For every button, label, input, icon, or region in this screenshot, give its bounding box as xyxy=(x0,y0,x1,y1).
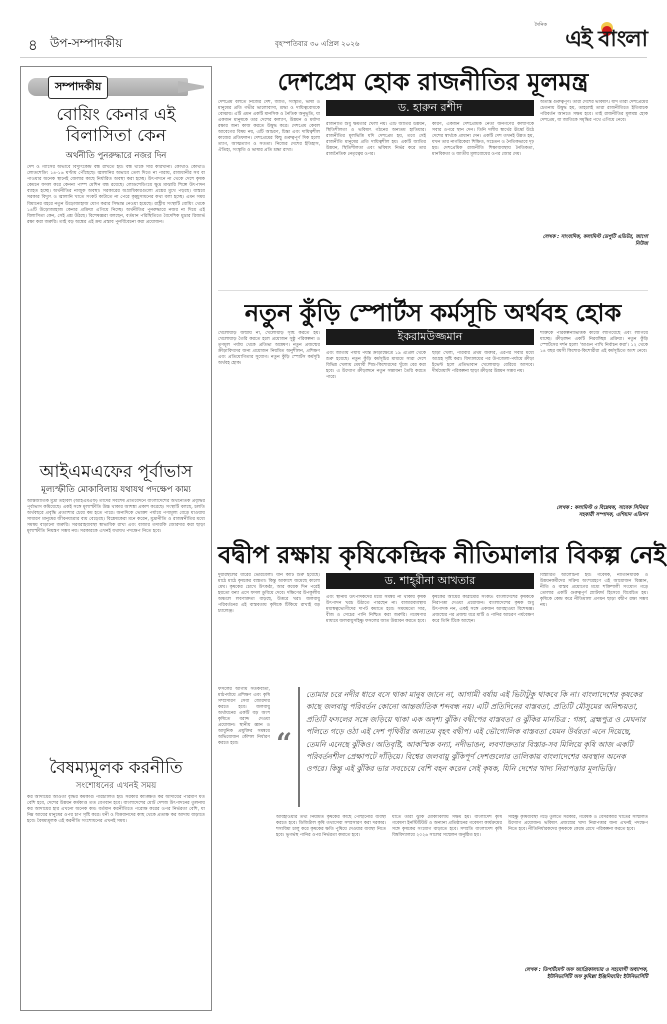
article-column-4: শক্তিকে পরিকল্পনাভিত্তিক কাজে লাগিয়েছে এবং লাগিয়ে যাচ্ছে। ক্রীড়াঙ্গন একটি নিরবচ্ছিন্ন প্রক্রিয়া। নতুন কুঁড়ি স্পোর্টসের দর্শন হলো 'আগুন পাখি নির্বাচন করা'। ১২ থেকে ১৪ বছর বয়সী কিশোর-কিশোরীরা এই কর্মসূচিতে অংশ নেবে। xyxy=(540,331,648,354)
editorial-banner xyxy=(28,75,204,99)
article-column-1: দেশপ্রেম বলতে নিজের দেশ, জাতি, সংস্কৃতি, ভাষা ও মানুষের প্রতি গভীর ভালোবাসা, শ্রদ্ধা ও দায়িত্ববোধকে বোঝায়। এটি এমন একটি মানসিক ও নৈতিক অনুভূতি, যা একজন মানুষকে তার দেশের কল্যাণ, উন্নয়ন ও মর্যাদা রক্ষার জন্য কাজ করতে উদ্বুদ্ধ করে। দেশপ্রেম কেবল আবেগের বিষয় নয়, এটি আচরণ, চিন্তা এবং দায়িত্বশীল কাজের প্রতিফলন। দেশপ্রেমের কিছু গুরুত্বপূর্ণ দিক হলো ত্যাগ, আত্মত্যাগ ও সততা। নিজের দেশের ইতিহাস, ঐতিহ্য, সংস্কৃতি ও ভাষার প্রতি শ্রদ্ধা রাখা। xyxy=(218,100,320,153)
quote-divider xyxy=(298,687,300,807)
article-column-3: কৃষকের আয়ের কাঠামোর সংকট। বাংলাদেশের কৃষককে নিরাপত্তা দেওয়া প্রয়োজন। বাংলাদেশের কৃষক শুধু উৎপাদক নন, একই সঙ্গে একজন আবহাওয়া বিশেষজ্ঞ। প্রজন্মের পর প্রজন্ম ধরে মাটি ও পানির আচরণ পর্যবেক্ষণ করে তিনি টিকে আছেন। xyxy=(432,595,534,624)
page-number: ৪ xyxy=(28,36,38,54)
author-name: ড. হারুন রশীদ xyxy=(326,100,534,116)
editorial-body-2: আন্তর্জাতিক মুদ্রা তহবিল (আইএমএফ) তাদের সর্বশেষ প্রতিবেদনে বাংলাদেশের অর্থনৈতিক প্রবৃদ্ধির পূর্বাভাস কমিয়েছে। একই সঙ্গে মূল্যস্ফীতি উচ্চ থাকার আশঙ্কা প্রকাশ করেছে। সংস্থাটি বলছে, চলতি অর্থবছরে প্রবৃদ্ধি প্রত্যাশার চেয়ে কম হতে পারে। অন্যদিকে ভোক্তা পর্যায়ে পণ্যমূল্য বেড়ে যাওয়ায় সাধারণ মানুষের জীবনযাত্রার ব্যয় বেড়েছে। বিশ্লেষকেরা মনে করেন, মুদ্রানীতি ও রাজস্বনীতির মধ্যে সমন্বয় বাড়ানো জরুরি। সরবরাহব্যবস্থা স্বাভাবিক রাখা এবং বাজার তদারকি জোরদার করা ছাড়া মূল্যস্ফীতি নিয়ন্ত্রণ সম্ভব নয়। সরকারকে এখনই যথাযথ পদক্ষেপ নিতে হবে। xyxy=(27,499,205,535)
pull-quote-text: তোমার চরে নদীর ধারে বসে থাকা মানুষ জানে না, আগামী বর্ষায় এই ভিটাটুকু থাকবে কি না। বাংলাদেশের কৃষকের কাছে জলবায়ু পরিবর্তন কোনো আন্তর্জাতিক শব্দবন্ধ নয়। এটি প্রতিদিনের বাস্তবতা, প্রতিটি মৌসুমের অনিশ্চয়তা, প্রতিটি ফসলের সঙ্গে জড়িয়ে থাকা এক অদৃশ্য ঝুঁকি। বদ্বীপের বাস্তবতা ও ঝুঁকির মানচিত্র : গঙ্গা, ব্রহ্মপুত্র ও মেঘনার পলিতে গড়ে ওঠা এই দেশ পৃথিবীর অন্যতম বৃহৎ বদ্বীপ। এই ভৌগোলিক বাস্তবতা যেমন উর্বরতা এনে দিয়েছে, তেমনি এনেছে ঝুঁকিও। অতিবৃষ্টি, আকস্মিক বন্যা, নদীভাঙন, লবণাক্ততার বিস্তার-সব মিলিয়ে কৃষি আজ একটি পরিবর্তনশীল প্রেক্ষাপটে দাঁড়িয়ে। বিশ্বের জলবায়ু ঝুঁকিপূর্ণ দেশগুলোর তালিকায় বাংলাদেশের অবস্থান অনেক ওপরে। কিন্তু এই ঝুঁকির ভার সবচেয়ে বেশি বহন করেন সেই কৃষক, যিনি দেশের খাদ্য নিরাপত্তার মূলভিত্তি। xyxy=(306,690,646,774)
newspaper-logo: এই বাংলা xyxy=(565,27,647,52)
article-delta-agriculture xyxy=(218,537,666,1007)
editorial-subtitle-3: সংশোধনের এখনই সময় xyxy=(75,781,157,791)
article-column-4: বিস্তারিত আলোচনা হয়। গবেষক, নীতিনির্ধারক ও উন্নয়নকর্মীদের সক্রিয় অংশগ্রহণে এই আয়োজন বিজ্ঞান, নীতি ও বাস্তব প্রয়োগের মধ্যে শক্তিশালী সংযোগ গড়ে তোলার একটি গুরুত্বপূর্ণ প্ল্যাটফর্ম হিসেবে বিবেচিত হয়। কৃষিকে কেন্দ্র করে নীতিমালা প্রণয়ন ছাড়া বদ্বীপ রক্ষা সম্ভব নয়। xyxy=(540,573,648,608)
editorial-title-3: বৈষম্যমূলক করনীতি xyxy=(49,758,183,778)
article-column-2: রাজনীতি শুধু ক্ষমতার খেলা নয়। এটি জাতির উন্নয়ন, স্থিতিশীলতা ও ভবিষ্যৎ গঠনের অন্যতম হাতিয়ার। রাজনীতির মূলভিত্তি যদি দেশপ্রেম হয়, তবে সেই রাজনীতি মানুষের প্রতি দায়িত্বশীল হয়। একটি জাতির উন্নয়ন, স্থিতিশীলতা এবং ভবিষ্যৎ নির্ভর করে তার রাজনৈতিক নেতৃত্বের ওপর। xyxy=(326,122,426,157)
article-patriotism xyxy=(218,62,648,262)
pen-nib-icon xyxy=(178,81,204,93)
article-column-3: কারণ, একজন দেশপ্রেমিক নেতা জনগণের কল্যাণকে সবার ওপরে স্থান দেন। তিনি দলীয় স্বার্থের ঊর্ধ্বে উঠে দেশের স্বার্থকে প্রাধান্য দেন। একটি দেশ তখনই উন্নত হয়, যখন তার নাগরিকেরা শিক্ষিত, সচেতন ও নৈতিকভাবে দৃঢ় হয়। দেশপ্রেমিক রাজনীতি শিক্ষাব্যবস্থায় নৈতিকতা, মানবিকতা ও জাতীয় মূল্যবোধের ওপর জোর দেয়। xyxy=(432,122,534,157)
article-column-side: ফসলের আগাম সতর্কবার্তা, মাঠপর্যায়ে প্রশিক্ষণ এবং কৃষি সম্প্রসারণ সেবা জোরদার করতে হবে। জলবায়ু অর্থায়নের একটি বড় অংশ কৃষিতে বরাদ্দ দেওয়া প্রয়োজন। স্থানীয় জ্ঞান ও আধুনিক প্রযুক্তির সমন্বয়ে অভিযোজন কৌশল নির্ধারণ করতে হবে। xyxy=(218,687,270,746)
article-headline: দেশপ্রেম হোক রাজনীতির মূলমন্ত্র xyxy=(277,68,589,96)
article-column-1: দুয়ারস্থলের ধারের ভোরবেলা। যান কাটি শুরু হয়েছে। মাঠে মাঠে কৃষকের ব্যস্ততা। কিন্তু আকাশে জমেছে কালো মেঘ। কৃষকের চোখে উৎকণ্ঠা, আর কয়েক দিন পরেই হয়তো বন্যা এসে ফসল ডুবিয়ে দেবে। দক্ষিণের উপকূলীয় অঞ্চলে লবণাক্ততা বাড়ছে, উত্তরে খরা। জলবায়ু পরিবর্তনের এই বাস্তবতায় কৃষিকে টিকিয়ে রাখাই বড় চ্যালেঞ্জ। xyxy=(218,573,320,614)
editorial-title-2: আইএমএফের পূর্বাভাস xyxy=(39,462,193,482)
article-lower-column-2: যাতে তারা ঝুঁকি মোকাবিলায় সক্ষম হয়। বাংলাদেশ কৃষি গবেষণা ইনস্টিটিউট ও অন্যান্য প্রতিষ্ঠানের গবেষণা কার্যক্রমের সঙ্গে কৃষকের সংযোগ বাড়াতে হবে। সম্প্রতি বাংলাদেশ কৃষি বিশ্ববিদ্যালয়ে ২০২৬ সালের সম্মেলন অনুষ্ঠিত হয়। xyxy=(392,815,502,838)
editorial-column xyxy=(20,66,212,1011)
article-column-4: অত্যন্ত গুরুত্বপূর্ণ। তারা দেশের ভবিষ্যৎ। যদি তারা দেশপ্রেমের চেতনায় উদ্বুদ্ধ হয়, তাহলেই তারা রাজনীতিতে ইতিবাচক পরিবর্তন আনতে সক্ষম হবে। তাই রাজনীতির মূলমন্ত্র হোক দেশপ্রেম, যা জাতিকে সমৃদ্ধির পথে এগিয়ে নেবে। xyxy=(540,100,648,123)
editorial-title-1: বোয়িং কেনার এই বিলাসিতা কেন xyxy=(56,105,176,146)
article-byline: লেখক : সাংবাদিক, কলামিস্ট ডেপুটি এডিটর, জাগো নিউজ xyxy=(542,234,648,247)
section-name: উপ-সম্পাদকীয় xyxy=(50,36,123,50)
article-column-2: এবং জাতীয় পর্যায় পর্যন্ত ক্রীড়াক্ষেত্রে ১৯ এপ্রিল থেকে শুরু হয়েছে। নতুন কুঁড়ি কর্মসূচির মাধ্যমে সারা দেশে বিভিন্ন খেলায় মেধাবী শিশু-কিশোরদের খুঁজে বের করা হবে। এ উদ্যোগ ক্রীড়াঙ্গনে নতুন সম্ভাবনা তৈরি করতে পারে। xyxy=(326,351,426,380)
article-column-2: এবং স্থানীয় উৎপাদকদের মধ্যে সমন্বয় না থাকায় কৃষক উৎপাদন খরচ উঠাতে পারছেন না। বাজারব্যবস্থায় মধ্যস্বত্বভোগীদের দাপট কমাতে হবে। সময়মতো সার, বীজ ও সেচের পানি নিশ্চিত করা জরুরি। গবেষণার মাধ্যমে জলবায়ুসহিষ্ণু ফসলের জাত উদ্ভাবন করতে হবে। xyxy=(326,595,426,624)
editorial-body-1: দেশ ও গ্যাসের অভাবে বিদ্যুৎকেন্দ্র বন্ধ রাখতে হয়। বন্ধ থাকে সার কারখানা। কোথাও কোথাও লোডশেডিং ১৪-১৬ ঘণ্টায় পৌঁছেছে। জ্বালানির অভাবে তেল দিতে না পারায়, রাজধানীর সব বা পাওয়ার অনেক স্থানেই জেলার কাছে নির্ধারিত অবস্থা করা হচ্ছে। উৎপাদনে না থেকে দেশে কৃষক কেমনে ফসল করে কেননা পাম্প মেশিন বন্ধ রয়েছে। লোডশেডিংয়ে ক্ষুদ্র মাঝারি শিল্পে উৎপাদন ব্যাহত হচ্ছে। অর্থনীতির নাজুক অবস্থা। সরকারের অগ্রাধিকারগুলো প্রশ্নের মুখে পড়ছে। বাস্তবে সরকার বিদ্যুৎ ও জ্বালানি খাতে সংকট কাটাতে না পেরে কৃচ্ছ্রসাধনের কথা বলা হচ্ছে। এমন সময় বিমানের বহরে নতুন উড়োজাহাজ যোগ করার সিদ্ধান্ত নেওয়া হয়েছে। রাষ্ট্রীয় সংস্থাটি বোয়িং থেকে ১৪টি উড়োজাহাজ কেনার প্রক্রিয়া এগিয়ে নিচ্ছে। অর্থনীতির পুনরুদ্ধারে নজর না দিয়ে এই বিলাসিতা কেন, সেই প্রশ্ন উঠছে। বিশেষজ্ঞরা বলছেন, বর্তমান পরিস্থিতিতে বৈদেশিক মুদ্রার রিজার্ভ রক্ষা করা জরুরি। তাই বড় অঙ্কের এই ক্রয় প্রস্তাব পুনর্বিবেচনা করা প্রয়োজন। xyxy=(27,165,205,225)
article-byline: লেখক : কলামিস্ট ও বিশ্লেষক, সাবেক সিনিয়র সহকারী সম্পাদক, এশিয়ান এডিশন xyxy=(556,505,648,518)
article-sports xyxy=(218,290,648,522)
article-column-3: ছাড়া খেলা, পরিবার প্রথম জরুরি, এরপর সবার মধ্যে আগ্রহ সৃষ্টি করা। বিদ্যালয়ের পর উপজেলা-পর্যায়ে ক্রীড়া ইভেন্ট হলে প্রতিভাবান খেলোয়াড় বেরিয়ে আসবে। দীর্ঘমেয়াদি পরিকল্পনা ছাড়া ক্রীড়ার উন্নয়ন সম্ভব নয়। xyxy=(432,351,534,374)
article-byline: লেখক : ডিপার্টমেন্ট অফ অ্যাগ্রিকালচার ও সহযোগী অধ্যাপক, ইউনিভার্সিটি অফ কুমিল্লা ইঞ্জিনিয়ারিং ইউনিভার্সিটি xyxy=(524,967,648,980)
masthead xyxy=(20,22,647,58)
editorial-subtitle-2: মূল্যস্ফীতি মোকাবিলায় যথাযথ পদক্ষেপ কাম্য xyxy=(41,485,191,495)
issue-date: বৃহস্পতিবার ৩০ এপ্রিল ২০২৬ xyxy=(275,40,360,48)
editorial-subtitle-1: অর্থনীতি পুনরুদ্ধারে নজর দিন xyxy=(65,151,167,161)
article-lower-column-3: সহিষ্ণু কৃষিব্যবস্থা গড়ে তুলতে সরকার, গবেষক ও বেসরকারি খাতের সম্মিলিত উদ্যোগ প্রয়োজন। ভবিষ্যৎ প্রজন্মের খাদ্য নিরাপত্তার জন্য এখনই পদক্ষেপ নিতে হবে। নীতিনির্ধারকদের কৃষককে কেন্দ্রে রেখে পরিকল্পনা করতে হবে। xyxy=(508,815,648,832)
article-headline: নতুন কুঁড়ি স্পোর্টস কর্মসূচি অর্থবহ হোক xyxy=(244,299,622,327)
quote-icon: “ xyxy=(276,727,293,760)
article-lower-column-1: আবহাওয়ার তথ্য নিয়মিত কৃষকের কাছে পৌঁছানোর ব্যবস্থা করতে হবে। ডিজিটাল কৃষি তথ্যসেবা সম্প্রসারণ করা দরকার। শস্যবিমা চালু করে কৃষকের ক্ষতি পুষিয়ে দেওয়ার ব্যবস্থা নিতে হবে। ভূগর্ভস্থ পানির ওপর নির্ভরতা কমাতে হবে। xyxy=(276,815,386,838)
author-name: ড. শাহ্‌রীনা আখতার xyxy=(326,573,534,589)
article-headline: বদ্বীপ রক্ষায় কৃষিকেন্দ্রিক নীতিমালার বিকল্প নেই xyxy=(218,541,666,569)
logo-tagline: দৈনিক xyxy=(534,22,547,28)
article-column-1: খেলোয়াড় জন্মায় না, খেলোয়াড় সৃষ্টি করতে হয়। খেলোয়াড় তৈরি করতে হলে প্রয়োজন সুষ্ঠু পরিকল্পনা ও তৃণমূল পর্যায় থেকে প্রতিভা অন্বেষণ। নতুন প্রজন্মের ক্রীড়াবিদদের জন্য প্রয়োজন নিয়মিত অনুশীলন, প্রশিক্ষণ এবং প্রতিযোগিতার সুযোগ। নতুন কুঁড়ি স্পোর্টস কর্মসূচি অর্থবহ হোক। xyxy=(218,331,320,366)
editorial-body-3: কর আদায়ের আওতা বৃদ্ধির কর্মকাণ্ড পরিচালিত হয়। সরকার কাঙ্ক্ষিত কর আদায়ের পরিমাণ যত বেশি হবে, দেশের উন্নয়ন কর্মকাণ্ড তত বেগবান হবে। বাংলাদেশের মোট দেশজ উৎপাদনের তুলনায় কর আদায়ের হার এখনো অনেক কম। বর্তমান করনীতিতে পরোক্ষ করের ওপর নির্ভরতা বেশি, যা নিম্ন আয়ের মানুষের ওপর চাপ সৃষ্টি করে। ধনী ও বিত্তবানদের কাছ থেকে প্রত্যক্ষ কর আদায় বাড়াতে হবে। বৈষম্যমূলক এই করনীতি সংশোধনের এখনই সময়। xyxy=(27,795,205,825)
editorial-label: সম্পাদকীয় xyxy=(48,76,108,99)
author-name: ইকরামউজ্জমান xyxy=(326,329,534,345)
pull-quote xyxy=(276,687,648,807)
